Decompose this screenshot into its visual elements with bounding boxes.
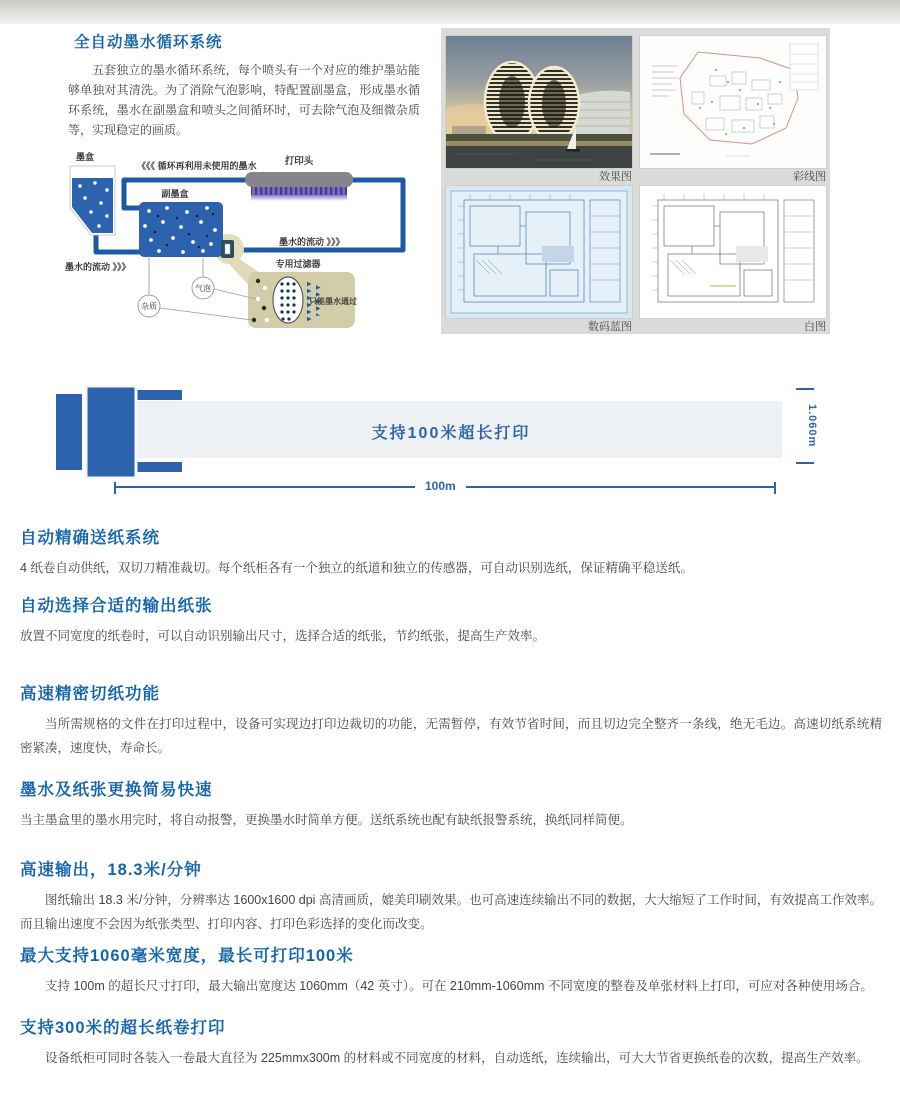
- feature-paper-select: [20, 592, 882, 648]
- sample-gallery: [441, 28, 830, 334]
- feature-title: 支持300米的超长纸卷打印: [20, 1019, 226, 1037]
- feature-body: 图纸输出 18.3 米/分钟，分辨率达 1600x1600 dpi 高清画质，媲美印刷效果。也可高速连续输出不同的数据，大大缩短了工作时间，有效提高工作效率。而且输出速度不会因为纸张类型、打印内容、打印色彩选择的变化而改变。: [20, 893, 882, 931]
- sub-ink-tank: [139, 202, 234, 258]
- width-dim-tick-top: [796, 388, 814, 390]
- gallery-image-blueprint: [446, 186, 632, 318]
- gallery-image-whiteprint: [640, 186, 826, 318]
- feature-title: 最大支持1060毫米宽度，最长可打印100米: [20, 947, 354, 965]
- gallery-label-blueprint: 数码蓝图: [588, 321, 632, 333]
- feature-cutting: [20, 680, 882, 760]
- intro-paragraph: 五套独立的墨水循环系统，每个喷头有一个对应的维护墨站能够单独对其清洗。为了消除气泡影响，特配置副墨盒，形成墨水循环系统，墨水在副墨盒和喷头之间循环时，可去除气泡及细微杂质等，实现稳定的画质。: [68, 63, 420, 137]
- ink-circulation-svg: [55, 148, 425, 340]
- flow-left-label: 墨水的流动 》》》: [65, 262, 131, 272]
- length-dim-label: 100m: [415, 479, 466, 493]
- impurity-callout: [138, 295, 160, 317]
- ink-circulation-diagram: [55, 148, 425, 340]
- bubble-callout: [192, 277, 214, 299]
- feature-paper-feed: [20, 524, 882, 580]
- feature-title: 高速精密切纸功能: [20, 685, 160, 703]
- feature-body: 当主墨盒里的墨水用完时，将自动报警，更换墨水时简单方便。送纸系统也配有缺纸报警系统，换纸同样简便。: [20, 813, 633, 827]
- intro-section: [68, 30, 420, 140]
- long-print-banner: [0, 378, 900, 503]
- feature-max-width: [20, 942, 882, 998]
- print-head-label: 打印头: [284, 156, 314, 167]
- flow-right-label: 墨水的流动 》》》: [279, 237, 345, 247]
- recycle-flow-label: 《《《 循环再利用未使用的墨水: [137, 161, 257, 171]
- gallery-label-rendering: 效果图: [599, 171, 632, 183]
- feature-body: 4 纸卷自动供纸，双切刀精准裁切。每个纸柜各有一个独立的纸道和独立的传感器，可自动识别选纸，保证精确平稳送纸。: [20, 561, 693, 575]
- length-dim-line: [115, 479, 775, 493]
- gallery-label-whiteprint: 白图: [804, 321, 826, 333]
- feature-title: 墨水及纸张更换简易快速: [20, 781, 213, 799]
- print-head: [245, 172, 353, 201]
- feature-title: 自动精确送纸系统: [20, 529, 160, 547]
- feature-title: 自动选择合适的输出纸张: [20, 597, 213, 615]
- filter-label: 专用过滤器: [275, 259, 321, 269]
- filter-note-label: 只能墨水通过: [309, 297, 357, 306]
- gallery-image-lineplan: [640, 36, 826, 168]
- ink-tank-label: 墨盒: [75, 152, 95, 162]
- width-dim-label: 1.060m: [806, 404, 818, 448]
- gallery-label-lineplan: 彩线图: [793, 171, 826, 183]
- bubble-label: 气泡: [195, 284, 211, 293]
- sub-tank-label: 副墨盒: [161, 189, 189, 199]
- feature-body: 当所需规格的文件在打印过程中，设备可实现边打印边裁切的功能，无需暂停，有效节省时间，而且切边完全整齐一条线，绝无毛边。高速切纸系统精密紧凑，速度快，寿命长。: [20, 717, 882, 755]
- feature-high-speed: [20, 856, 882, 936]
- scan-edge: [0, 0, 900, 24]
- filter-box: [248, 272, 357, 328]
- feature-body: 支持 100m 的超长尺寸打印，最大输出宽度达 1060mm（42 英寸）。可在 210mm-1060mm 不同宽度的整卷及单张材料上打印，可应对各种使用场合。: [45, 979, 873, 993]
- length-dim-tick-right: [774, 482, 776, 494]
- impurity-label: 杂质: [141, 302, 157, 311]
- lineplan-drawing: [640, 36, 826, 168]
- length-dim-tick-left: [114, 482, 116, 494]
- feature-easy-replace: [20, 776, 882, 832]
- rendering-photo: [446, 36, 632, 168]
- feature-title: 高速输出，18.3米/分钟: [20, 861, 202, 879]
- feature-body: 放置不同宽度的纸卷时，可以自动识别输出尺寸，选择合适的纸张，节约纸张，提高生产效率。: [20, 629, 546, 643]
- feature-300m-roll: [20, 1014, 882, 1070]
- blueprint-drawing: [446, 186, 632, 318]
- banner-text: 支持100米超长打印: [371, 425, 531, 442]
- gallery-image-rendering: [446, 36, 632, 168]
- width-dim-tick-bottom: [796, 462, 814, 464]
- intro-title: 全自动墨水循环系统: [74, 34, 223, 51]
- whiteprint-drawing: [640, 186, 826, 318]
- feature-body: 设备纸柜可同时各装入一卷最大直径为 225mmx300m 的材料或不同宽度的材料，自动选纸，连续输出，可大大节省更换纸卷的次数，提高生产效率。: [45, 1051, 869, 1065]
- ink-tank: [70, 166, 115, 235]
